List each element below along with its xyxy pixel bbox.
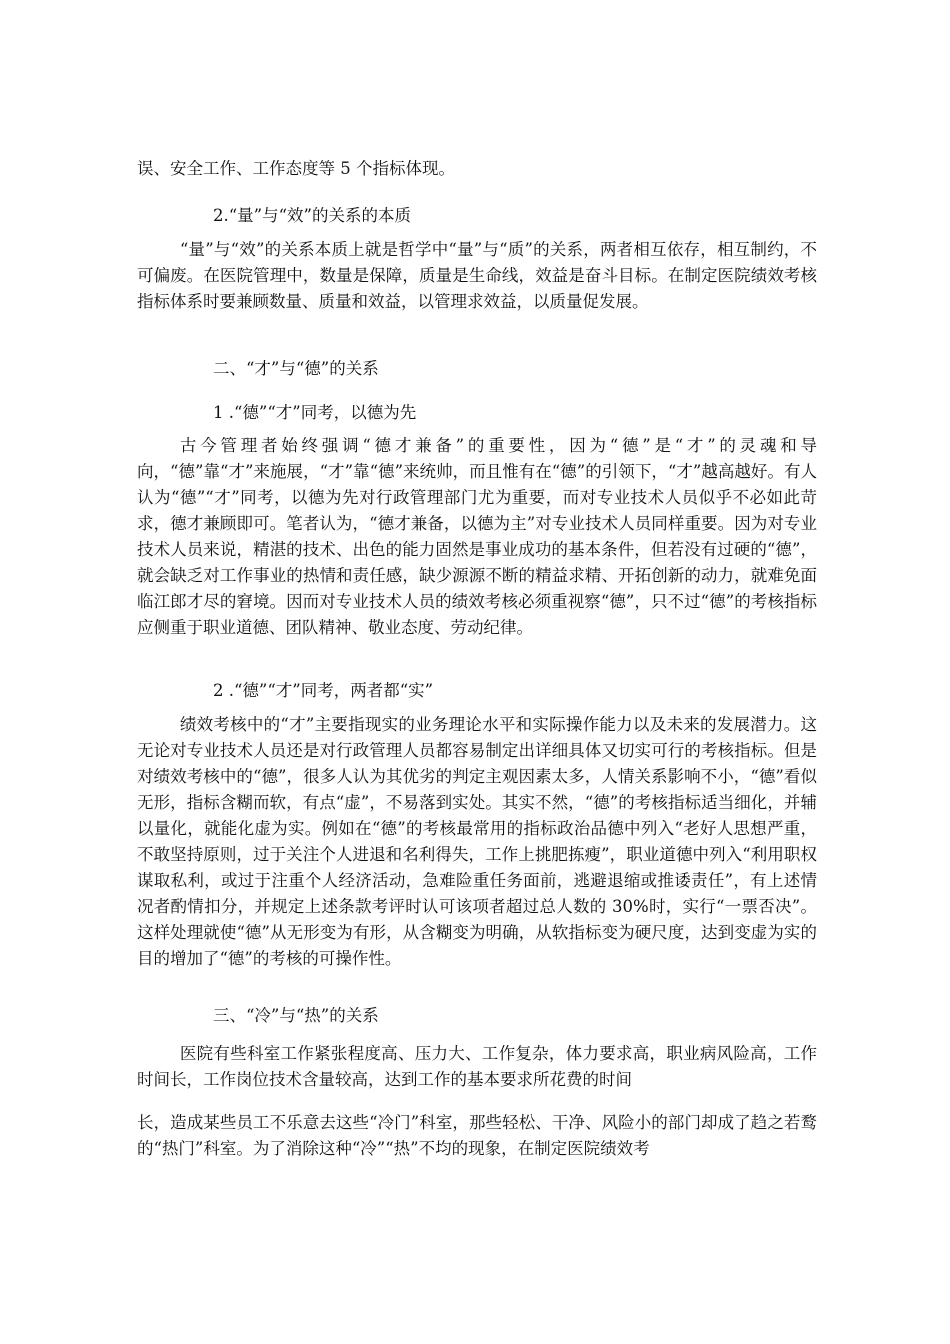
section-heading-2-1: 1 .“德”“才”同考，以德为先 bbox=[213, 403, 417, 422]
paragraph-2-1 bbox=[137, 433, 817, 641]
paragraph-text: 长，造成某些员工不乐意去这些“冷门”科室，那些轻松、干净、风险小的部门却成了趋之若鹜的“热门”科室。为了消除这种“冷”“热”不均的现象，在制定医院绩效考 bbox=[137, 1113, 817, 1158]
paragraph-text: 医院有些科室工作紧张程度高、压力大、工作复杂，体力要求高，职业病风险高，工作时间长，工作岗位技术含量较高，达到工作的基本要求所花费的时间 bbox=[137, 1044, 817, 1089]
paragraph-1-2 bbox=[137, 237, 817, 315]
section-heading-3: 三、“冷”与“热”的关系 bbox=[213, 1006, 379, 1025]
section-heading-2-2: 2 .“德”“才”同考，两者都“实” bbox=[213, 681, 434, 700]
paragraph-3-part2 bbox=[137, 1110, 817, 1162]
paragraph-text: “量”与“效”的关系本质上就是哲学中“量”与“质”的关系，两者相互依存，相互制约，不可偏废。在医院管理中，数量是保障，质量是生命线，效益是奋斗目标。在制定医院绩效考核指标体系时要兼顾数量、质量和效益，以管理求效益，以质量促发展。 bbox=[137, 240, 817, 311]
paragraph-text: 绩效考核中的“才”主要指现实的业务理论水平和实际操作能力以及未来的发展潜力。这无论对专业技术人员还是对行政管理人员都容易制定出详细具体又切实可行的考核指标。但是对绩效考核中的“德”，很多人认为其优劣的判定主观因素太多，人情关系影响不小，“德”看似无形，指标含糊而软，有点“虚”，不易落到实处。其实不然，“德”的考核指标适当细化，并辅以量化，就能化虚为实。例如在“德”的考核最常用的指标政治品德中列入“老好人思想严重，不敢坚持原则，过于关注个人进退和名利得失，工作上挑肥拣瘦”，职业道德中列入“利用职权谋取私利，或过于注重个人经济活动，急难险重任务面前，逃避退缩或推诿责任”，有上述情况者酌情扣分，并规定上述条款考评时认可该项者超过总人数的 30%时，实行“一票否决”。这样处理就使“德”从无形变为有形，从含糊变为明确，从软指标变为硬尺度，达到变虚为实的目的增加了“德”的考核的可操作性。 bbox=[137, 715, 817, 968]
section-heading-1-2: 2.“量”与“效”的关系的本质 bbox=[213, 206, 411, 225]
paragraph-3-part1 bbox=[137, 1041, 817, 1093]
section-heading-2: 二、“才”与“德”的关系 bbox=[213, 359, 379, 378]
paragraph-text: 古今管理者始终强调“德才兼备”的重要性，因为“德”是“才”的灵魂和导向，“德”靠“才”来施展，“才”靠“德”来统帅，而且惟有在“德”的引领下，“才”越高越好。有人认为“德”“才”同考，以德为先对行政管理部门尤为重要，而对专业技术人员似乎不必如此苛求，德才兼顾即可。笔者认为，“德才兼备，以德为主”对专业技术人员同样重要。因为对专业技术人员来说，精湛的技术、出色的能力固然是事业成功的基本条件，但若没有过硬的“德”，就会缺乏对工作事业的热情和责任感，缺少源源不断的精益求精、开拓创新的动力，就难免面临江郎才尽的窘境。因而对专业技术人员的绩效考核必须重视察“德”，只不过“德”的考核指标应侧重于职业道德、团队精神、敬业态度、劳动纪律。 bbox=[137, 436, 817, 637]
paragraph-2-2 bbox=[137, 712, 817, 972]
paragraph-text: 误、安全工作、工作态度等 5 个指标体现。 bbox=[137, 159, 455, 178]
intro-paragraph-tail bbox=[137, 156, 817, 182]
